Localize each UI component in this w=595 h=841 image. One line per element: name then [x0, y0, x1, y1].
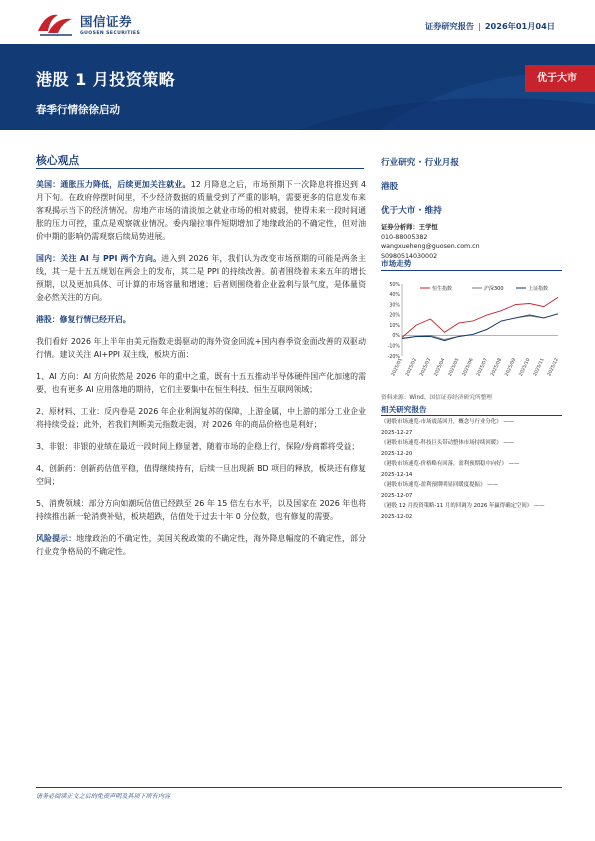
x-tick-label: 2025/10 [518, 357, 532, 378]
related-report-date: 2025-12-02 [381, 513, 413, 520]
section-title-core: 核心观点 [36, 154, 80, 167]
related-report-item[interactable] [381, 417, 565, 438]
analyst-name: 王学恒 [418, 224, 438, 231]
rating-badge: 优于大市 [525, 65, 595, 92]
x-tick-label: 2025/06 [462, 357, 475, 378]
sector-rating: 优于大市 · 维持 [381, 206, 442, 216]
chart-source: 资料来源：Wind、国信证券经济研究所整理 [381, 395, 492, 401]
legend-label: 沪深300 [484, 286, 504, 292]
x-tick-label: 2025/03 [419, 357, 433, 378]
related-report-date: 2025-12-14 [381, 471, 413, 478]
lead-us: 美国：通胀压力降低，后续更加关注就业。 [36, 180, 191, 189]
analyst-license: S0980514030002 [381, 252, 438, 260]
related-report-title: 《港股 12 月投资策略-11 月的回调为 2026 年赢得确定空间》 —— [381, 503, 545, 509]
related-reports-list [381, 417, 565, 522]
paragraph-hk: 我们看好 2026 年上半年由美元指数走弱驱动的海外资金回流+国内春季资金面改善的双驱动行情。建议关注 AI+PPI 双主线，板块方面： [36, 337, 366, 359]
x-tick-label: 2025/05 [447, 357, 461, 378]
main-content [36, 178, 366, 567]
text-domestic: 进入到 2026 年，我们认为改变市场预期的可能是两条主线，其一是十五五规划在两会上的发布，其二是 PPI 的持续改善。前者围绕着未来五年的增长预期，以及更加具体、可计算的市场容量和增速；后者则围绕着企业盈利与景气度，是体量资金必然关注的方向。 [36, 254, 366, 302]
page-header [0, 0, 595, 44]
related-report-title: 《港股市场速览-价格略有回落，盈利预期稳中向好》 —— [381, 461, 520, 467]
related-report-item[interactable] [381, 438, 565, 459]
guosen-logo-icon [36, 11, 76, 37]
related-report-date: 2025-12-07 [381, 492, 413, 499]
list-item-pharma: 4、创新药：创新药估值平稳，值得继续持有，后续一旦出现新 BD 项目的释放，板块还有修复空间； [36, 464, 366, 486]
x-tick-label: 2025/12 [547, 357, 560, 378]
related-report-title: 《港股市场速览-科技巨头带动整体市场持续回暖》 —— [381, 440, 515, 446]
related-report-item[interactable] [381, 459, 565, 480]
lead-risk: 风险提示： [36, 534, 77, 543]
market-trend-chart [376, 276, 564, 388]
analyst-phone: 010-88005382 [381, 233, 428, 241]
y-tick-label: 50% [389, 282, 400, 288]
title-banner [0, 44, 595, 130]
divider [381, 415, 562, 416]
list-item-consumer: 5、消费领域：部分方向如潮玩估值已经跌至 26 年 15 倍左右水平，以及国家在 2026 年也将持续推出新一轮消费补贴，板块超跌，估值处于过去十年 0 分位数，也有修复的需要。 [36, 499, 366, 521]
analyst-email[interactable]: wangxueheng@guosen.com.cn [381, 243, 480, 251]
report-type-date [425, 21, 555, 32]
report-type: 证券研究报告 [424, 21, 475, 31]
paragraph-us [36, 178, 366, 243]
related-report-date: 2025-12-27 [381, 429, 413, 436]
divider [36, 168, 364, 169]
related-report-title: 《港股市场速览-盈利预期明显回暖度提振》 —— [381, 482, 498, 488]
y-tick-label: 20% [389, 313, 400, 319]
report-date: 2026年01月04日 [484, 21, 555, 31]
y-tick-label: 30% [389, 303, 400, 309]
logo-text: 国信证券 [80, 14, 133, 29]
x-tick-label: 2025/07 [476, 357, 489, 378]
legend-label: 上证指数 [528, 286, 549, 292]
x-tick-label: 2025/02 [405, 357, 418, 378]
report-sector: 港股 [381, 182, 399, 192]
x-tick-label: 2025/04 [433, 357, 447, 378]
paragraph-risk [36, 532, 366, 558]
lead-hk: 港股：修复行情已经开启。 [36, 315, 131, 324]
list-item-ai: 1、AI 方向：AI 方向依然是 2026 年的重中之重，既有十五五推动半导体硬件国产化加速的需要，也有更多 AI 应用落地的期待，它们主要集中在恒生科技、恒生互联网领域； [36, 372, 366, 394]
report-subtitle: 春季行情徐徐启动 [36, 104, 120, 116]
report-title: 港股 1 月投资策略 [36, 70, 176, 89]
sidebar-info [381, 156, 561, 261]
text-risk: 地缘政治的不确定性，美国关税政策的不确定性，海外降息幅度的不确定性，部分行业竞争格局的不确定性。 [36, 534, 366, 556]
chart-section-title: 市场走势 [381, 259, 412, 268]
divider [381, 270, 562, 271]
lead-domestic: 国内：关注 AI 与 PPI 两个方向。 [36, 254, 162, 263]
report-category: 行业研究 · 行业月报 [381, 158, 459, 168]
analyst-info [381, 223, 561, 261]
logo-text-en: GUOSEN SECURITIES [80, 31, 141, 36]
text-us: 12 月降息之后，市场预期下一次降息将推迟到 4 月下旬。在政府停摆时间里，不少经济数据的质量受到了严重的影响，需要更多的信息发布来客观揭示当下的经济情况。房地产市场的清淡加之就业市场的相对疲弱，使得未来一段时间通胀的压力可控，重点是观察就业情况。委内瑞拉事件短期增加了地缘政治的不确定性，但对油价中期的影响仍需观察后续局势进展。 [36, 180, 366, 241]
related-report-item[interactable] [381, 501, 565, 522]
x-tick-label: 2025/11 [533, 357, 546, 378]
footer-divider [36, 787, 562, 788]
analyst-label: 证券分析师： [381, 224, 419, 231]
related-report-date: 2025-12-20 [381, 450, 413, 457]
list-item-materials: 2、原材料、工业：反内卷是 2026 年企业利润复苏的保障，上游金属，中上游的部分工业企业将持续受益；此外，若我们判断美元指数走弱，对 2026 年的商品价格也是利好； [36, 407, 366, 429]
separator: | [478, 21, 481, 31]
x-tick-label: 2025/01 [391, 357, 404, 378]
related-report-item[interactable] [381, 480, 565, 501]
reports-section-title: 相关研究报告 [381, 405, 427, 414]
y-tick-label: -10% [387, 344, 400, 350]
y-tick-label: 40% [389, 293, 400, 299]
list-item-nonbank: 3、非银：非银的业绩在最近一段时间上修显著，随着市场的企稳上行，保险/券商都将受益； [36, 442, 360, 451]
y-tick-label: -20% [387, 354, 400, 360]
x-tick-label: 2025/08 [490, 357, 504, 378]
footer-disclaimer: 请务必阅读正文之后的免责声明及其项下所有内容 [36, 793, 171, 800]
related-report-title: 《港股市场速览-市场震荡回升，概念与行业分化》 —— [381, 419, 515, 425]
paragraph-domestic [36, 252, 366, 304]
legend-label: 恒生指数 [432, 286, 453, 292]
y-tick-label: 10% [389, 323, 400, 329]
x-tick-label: 2025/09 [504, 357, 518, 378]
y-tick-label: 0% [392, 334, 400, 340]
